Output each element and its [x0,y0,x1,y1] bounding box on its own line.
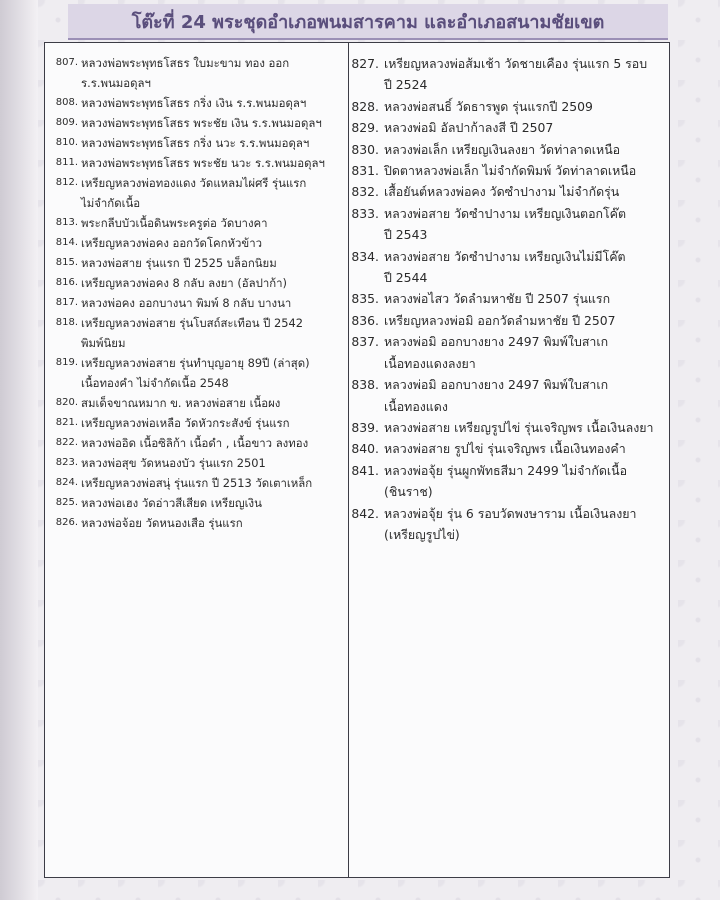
item-description: เหรียญหลวงพ่อสาย รุ่นทำบุญอายุ 89ปี (ล่าสุด) เนื้อทองคำ ไม่จำกัดเนื้อ 2548 [81,356,310,390]
list-item [45,173,348,213]
catalog-sheet [44,42,670,878]
list-item [45,53,348,93]
item-number: 813. [55,217,78,228]
item-description: เหรียญหลวงพ่อคง ออกวัดโคกหัวข้าว [81,236,262,250]
item-description: เหรียญหลวงพ่อคง 8 กลับ ลงยา (อัลปาก้า) [81,276,287,290]
list-item [349,139,669,160]
list-item [45,493,348,513]
list-item [45,473,348,493]
item-number: 818. [55,317,78,328]
list-item [45,273,348,293]
item-description: หลวงพ่อจุ้ย รุ่นผูกพัทธสีมา 2499 ไม่จำกัดเนื้อ (ชินราช) [384,462,628,500]
item-number: 842. [351,505,379,521]
item-description: หลวงพ่อเฮง วัดอ่าวสีเสียด เหรียญเงิน [81,496,262,510]
item-number: 830. [351,141,379,157]
item-number: 814. [55,237,78,248]
item-description: สมเด็จขาณหมาก ข. หลวงพ่อสาย เนื้อผง [81,396,281,410]
item-number: 836. [351,312,379,328]
item-description: หลวงพ่อสาย วัดซำปางาม เหรียญเงินตอกโค๊ต ปี 2543 [384,205,627,243]
item-number: 839. [351,419,379,435]
list-item [45,213,348,233]
item-description: หลวงพ่อพระพุทธโสธร พระชัย นวะ ร.ร.พนมอดุลฯ [81,156,325,170]
item-description: หลวงพ่อสาย รูปไข่ รุ่นเจริญพร เนื้อเงินทองคำ [384,441,626,457]
list-item [349,310,669,331]
list-item [349,160,669,181]
list-item [349,331,669,374]
item-description: เหรียญหลวงพ่อส้มเช้า วัดชายเคือง รุ่นแรก 5 รอบ ปี 2524 [384,56,648,93]
list-item [45,293,348,313]
item-description: หลวงพ่อสาย รุ่นแรก ปี 2525 บล็อกนิยม [81,256,277,270]
list-item [349,203,669,246]
item-description: ปิดตาหลวงพ่อเล็ก ไม่จำกัดพิมพ์ วัดท่าลาดเหนือ [384,163,637,179]
item-description: หลวงพ่อจุ้ย รุ่น 6 รอบวัดพงษาราม เนื้อเงินลงยา (เหรียญรูปไข่) [384,505,637,542]
item-description: หลวงพ่อมิ ออกบางยาง 2497 พิมพ์ใบสาเก เนื้อทองแดง [384,377,609,414]
item-number: 807. [55,57,78,68]
left-column [45,53,348,533]
list-item [349,417,669,438]
item-number: 820. [55,397,78,408]
item-description: หลวงพ่อไสว วัดลำมหาชัย ปี 2507 รุ่นแรก [384,291,611,307]
list-item [349,374,669,417]
list-item [45,393,348,413]
item-number: 808. [55,97,78,108]
item-description: เหรียญหลวงพ่อทองแดง วัดแหลมไผ่ศรี รุ่นแรก ไม่จำกัดเนื้อ [81,176,307,210]
item-number: 825. [55,497,78,508]
item-number: 823. [55,457,78,468]
list-item [45,133,348,153]
list-item [45,93,348,113]
item-description: เหรียญหลวงพ่อเหลือ วัดหัวกระสังข์ รุ่นแรก [81,416,290,430]
item-number: 834. [351,248,379,264]
list-item [45,453,348,473]
item-description: หลวงพ่อสาย วัดซำปางาม เหรียญเงินไม่มีโค๊ต ปี 2544 [384,248,626,286]
list-item [349,181,669,202]
item-description: เหรียญหลวงพ่อสาย รุ่นโบสถ์สะเทือน ปี 2542 พิมพ์นิยม [81,316,304,350]
list-item [349,438,669,459]
table-header-bar [68,4,668,40]
item-number: 815. [55,257,78,268]
list-item [45,113,348,133]
item-description: หลวงพ่อพระพุทธโสธร พระชัย เงิน ร.ร.พนมอดุลฯ [81,116,322,130]
item-number: 829. [351,120,379,136]
item-number: 824. [55,477,78,488]
item-number: 838. [351,377,379,393]
list-item [45,313,348,353]
item-number: 833. [351,205,379,221]
item-description: เหรียญหลวงพ่อมิ ออกวัดลำมหาชัย ปี 2507 [384,312,616,328]
item-number: 809. [55,117,78,128]
list-item [45,153,348,173]
item-number: 816. [55,277,78,288]
book-spine-shadow [0,0,38,900]
item-description: หลวงพ่อสนธิ์ วัดธารพูด รุ่นแรกปี 2509 [384,98,593,114]
item-number: 832. [351,184,379,200]
list-item [45,233,348,253]
item-number: 841. [351,462,379,478]
item-description: หลวงพ่อพระพุทธโสธร ใบมะขาม ทอง ออก ร.ร.พนมอดุลฯ [81,56,290,90]
list-item [45,413,348,433]
item-number: 819. [55,357,78,368]
list-item [45,353,348,393]
item-number: 840. [351,441,379,457]
item-number: 831. [351,163,379,179]
list-item [349,246,669,289]
list-item [349,96,669,117]
item-description: หลวงพ่อมิ ออกบางยาง 2497 พิมพ์ใบสาเก เนื้อทองแดงลงยา [384,334,609,371]
item-number: 810. [55,137,78,148]
item-description: เหรียญหลวงพ่อสนุ่ รุ่นแรก ปี 2513 วัดเตาเหล็ก [81,476,313,490]
item-description: หลวงพ่ออิด เนื้อซิลิก้า เนื้อดำ , เนื้อขาว ลงทอง [81,436,309,450]
list-item [349,460,669,503]
item-description: หลวงพ่อจ้อย วัดหนองเสือ รุ่นแรก [81,516,243,530]
list-item [45,433,348,453]
item-description: หลวงพ่อพระพุทธโสธร กริ่ง นวะ ร.ร.พนมอดุลฯ [81,136,310,150]
list-item [349,117,669,138]
item-description: พระกลีบบัวเนื้อดินพระครูต่อ วัดบางคา [81,216,268,230]
item-number: 817. [55,297,78,308]
item-number: 837. [351,334,379,350]
right-column [349,53,669,545]
list-item [45,253,348,273]
item-number: 828. [351,98,379,114]
list-item [45,513,348,533]
item-description: หลวงพ่อคง ออกบางนา พิมพ์ 8 กลับ บางนา [81,296,292,310]
item-description: หลวงพ่อสุข วัดหนองบัว รุ่นแรก 2501 [81,456,266,470]
list-item [349,503,669,546]
item-number: 811. [55,157,78,168]
item-description: เสื้อยันต์หลวงพ่อคง วัดซำปางาม ไม่จำกัดรุ่น [384,184,620,200]
page-title: โต๊ะที่ 24 พระชุดอำเภอพนมสารคาม และอำเภอสนามชัยเขต [131,11,605,33]
list-item [349,53,669,96]
list-item [349,288,669,309]
item-description: หลวงพ่อมิ อัลปาก้าลงสี ปี 2507 [384,120,554,136]
item-description: หลวงพ่อพระพุทธโสธร กริ่ง เงิน ร.ร.พนมอดุลฯ [81,96,307,110]
item-number: 827. [351,56,379,71]
item-number: 822. [55,437,78,448]
item-number: 821. [55,417,78,428]
item-number: 812. [55,177,78,188]
item-number: 826. [55,517,78,528]
item-number: 835. [351,291,379,307]
item-description: หลวงพ่อเล็ก เหรียญเงินลงยา วัดท่าลาดเหนือ [384,141,621,157]
item-description: หลวงพ่อสาย เหรียญรูปไข่ รุ่นเจริญพร เนื้อเงินลงยา [384,419,654,435]
